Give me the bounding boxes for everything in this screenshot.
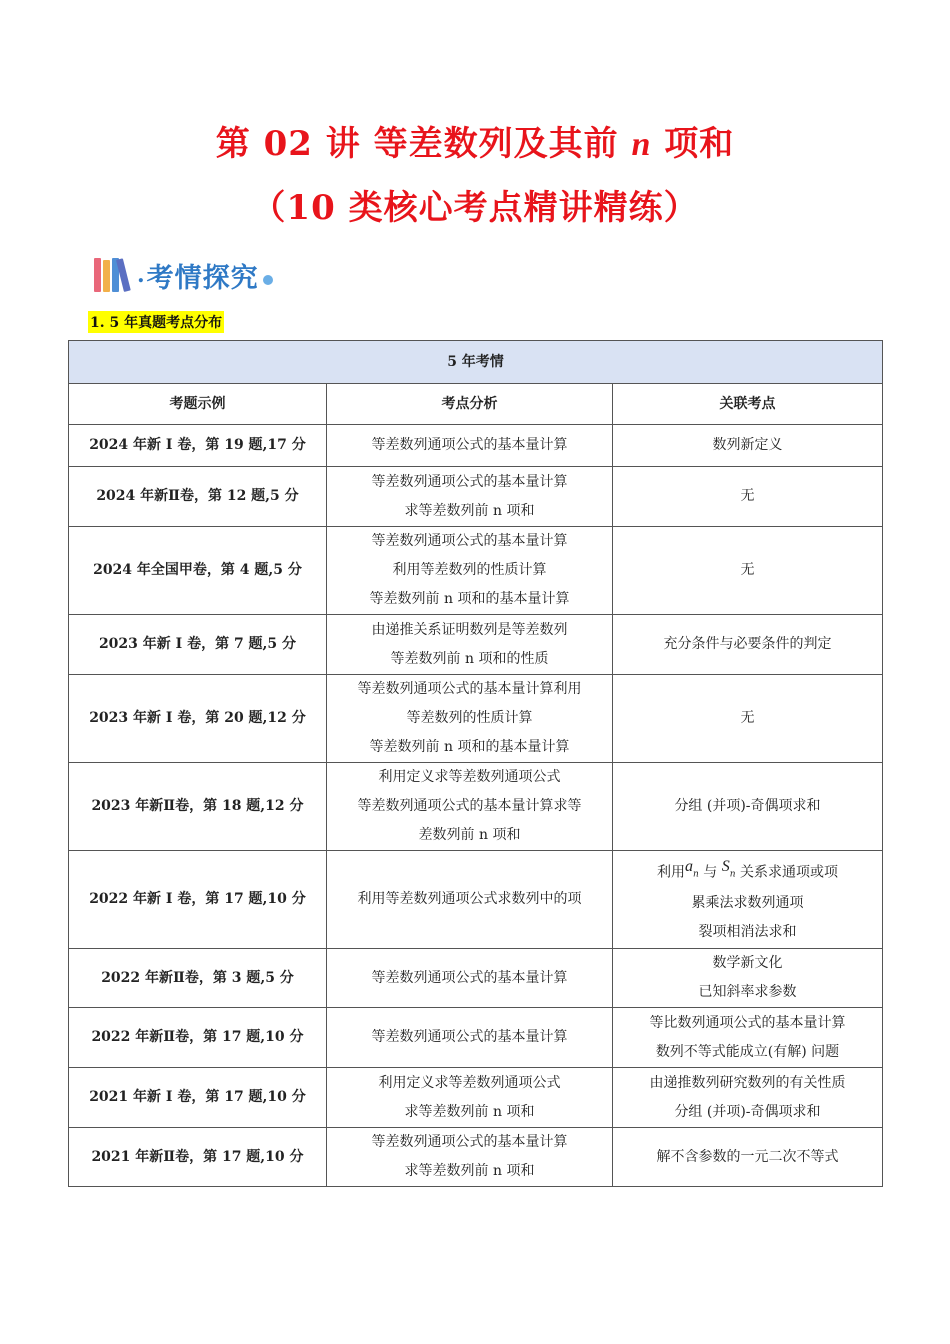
page-title (0, 116, 950, 165)
table-row (69, 1128, 883, 1187)
related-formula-line: 利用an 与 Sn 关系求通项或项 (657, 857, 838, 881)
table-row (69, 467, 883, 527)
exam-table (68, 340, 883, 1187)
cell-analysis: 利用等差数列通项公式求数列中的项 (327, 851, 613, 949)
cell-question: 2024 年新 I 卷，第 19 题,17 分 (69, 425, 327, 467)
cell-related: 无 (613, 675, 883, 763)
cell-analysis: 等差数列通项公式的基本量计算 求等差数列前 n 项和 (327, 1128, 613, 1187)
cell-question: 2023 年新 I 卷，第 20 题,12 分 (69, 675, 327, 763)
cell-question: 2024 年新Ⅱ卷，第 12 题,5 分 (69, 467, 327, 527)
cell-related: 分组 (并项)-奇偶项求和 (613, 763, 883, 851)
table-row (69, 763, 883, 851)
table-row (69, 527, 883, 615)
table-row (69, 1008, 883, 1068)
cell-related (613, 851, 883, 949)
cell-question: 2022 年新 I 卷，第 17 题,10 分 (69, 851, 327, 949)
title-variable: n (631, 126, 652, 163)
circle-icon (263, 275, 273, 285)
cell-related: 数学新文化 已知斜率求参数 (613, 949, 883, 1008)
header-related: 关联考点 (613, 384, 883, 425)
cell-related: 数列新定义 (613, 425, 883, 467)
dot-icon: . (137, 262, 145, 288)
header-question: 考题示例 (69, 384, 327, 425)
section-heading: 1. 5 年真题考点分布 (88, 311, 224, 333)
books-icon (94, 258, 131, 292)
cell-question: 2022 年新Ⅱ卷，第 3 题,5 分 (69, 949, 327, 1008)
cell-question: 2021 年新Ⅱ卷，第 17 题,10 分 (69, 1128, 327, 1187)
cell-related: 充分条件与必要条件的判定 (613, 615, 883, 675)
cell-question: 2021 年新 I 卷，第 17 题,10 分 (69, 1068, 327, 1128)
table-row (69, 949, 883, 1008)
section-badge (94, 256, 273, 294)
table-row (69, 1068, 883, 1128)
cell-related: 解不含参数的一元二次不等式 (613, 1128, 883, 1187)
cell-question: 2022 年新Ⅱ卷，第 17 题,10 分 (69, 1008, 327, 1068)
cell-analysis: 等差数列通项公式的基本量计算 求等差数列前 n 项和 (327, 467, 613, 527)
cell-analysis: 等差数列通项公式的基本量计算 (327, 1008, 613, 1068)
title-text: 第 02 讲 等差数列及其前 (215, 124, 632, 164)
related-text: 累乘法求数列通项 裂项相消法求和 (691, 895, 804, 941)
cell-question: 2023 年新 I 卷，第 7 题,5 分 (69, 615, 327, 675)
header-analysis: 考点分析 (327, 384, 613, 425)
cell-analysis: 利用定义求等差数列通项公式 等差数列通项公式的基本量计算求等 差数列前 n 项和 (327, 763, 613, 851)
table-caption: 5 年考情 (69, 341, 883, 384)
cell-analysis: 等差数列通项公式的基本量计算利用 等差数列的性质计算 等差数列前 n 项和的基本量计算 (327, 675, 613, 763)
cell-analysis: 等差数列通项公式的基本量计算 (327, 425, 613, 467)
cell-analysis: 等差数列通项公式的基本量计算 (327, 949, 613, 1008)
cell-analysis: 由递推关系证明数列是等差数列 等差数列前 n 项和的性质 (327, 615, 613, 675)
page-subtitle: （10 类核心考点精讲精练） (251, 188, 699, 228)
title-text-suffix: 项和 (651, 124, 735, 164)
cell-related: 等比数列通项公式的基本量计算 数列不等式能成立(有解) 问题 (613, 1008, 883, 1068)
cell-analysis: 利用定义求等差数列通项公式 求等差数列前 n 项和 (327, 1068, 613, 1128)
table-row (69, 851, 883, 949)
cell-question: 2024 年全国甲卷，第 4 题,5 分 (69, 527, 327, 615)
badge-label: 考情探究 (146, 262, 259, 294)
cell-related: 无 (613, 527, 883, 615)
table-row (69, 615, 883, 675)
table-row (69, 675, 883, 763)
cell-related: 无 (613, 467, 883, 527)
cell-analysis: 等差数列通项公式的基本量计算 利用等差数列的性质计算 等差数列前 n 项和的基本量计算 (327, 527, 613, 615)
cell-question: 2023 年新Ⅱ卷，第 18 题,12 分 (69, 763, 327, 851)
table-row (69, 425, 883, 467)
cell-related: 由递推数列研究数列的有关性质 分组 (并项)-奇偶项求和 (613, 1068, 883, 1128)
